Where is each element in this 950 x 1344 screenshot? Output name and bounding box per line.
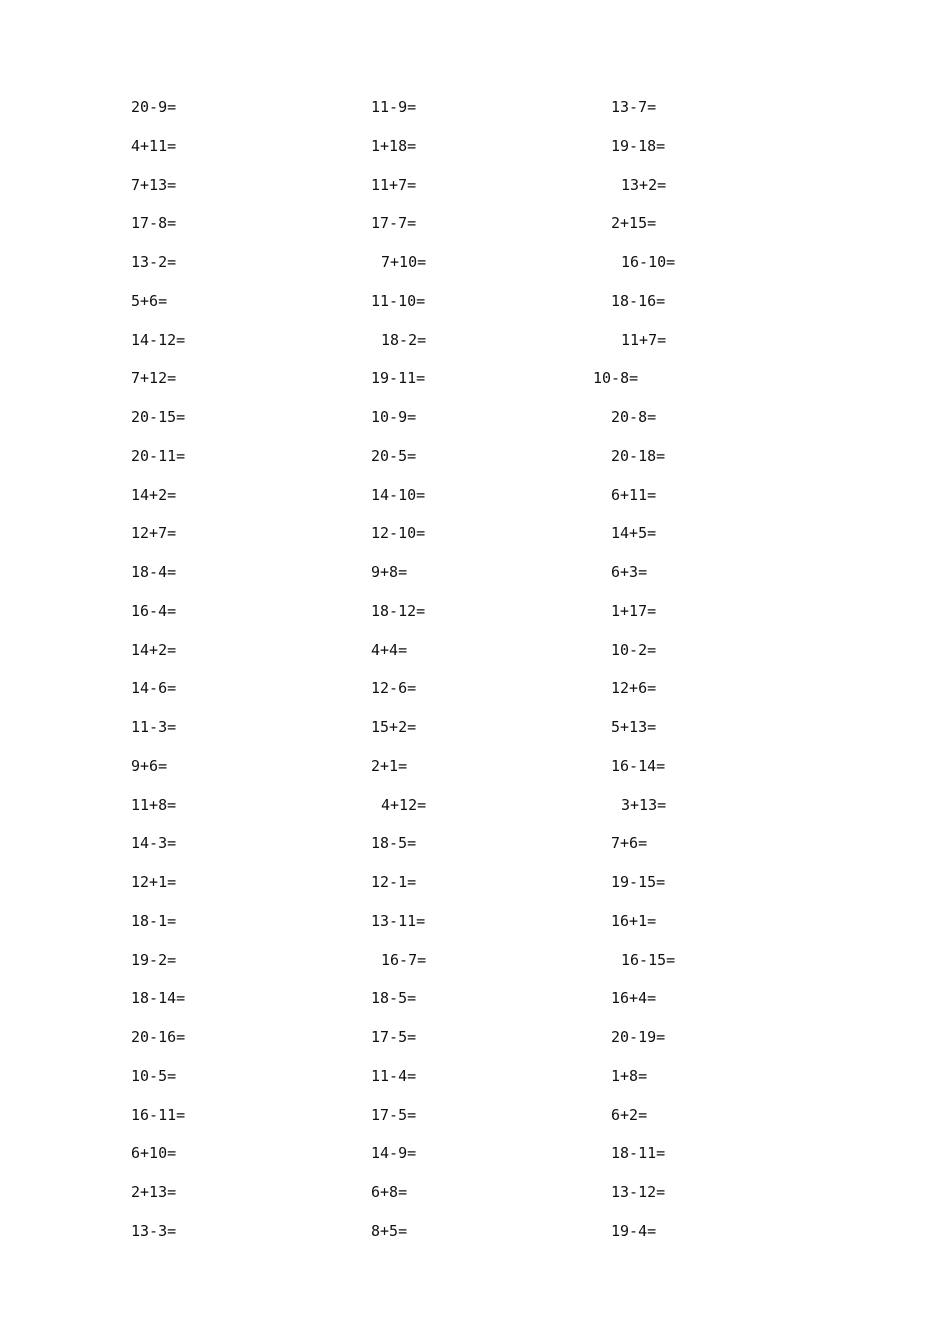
math-problem: 19-11=: [371, 369, 426, 388]
math-problem: 12-1=: [371, 873, 417, 891]
math-problem: 16+4=: [611, 989, 657, 1008]
math-problem: 14-10=: [371, 485, 426, 504]
problem-column-2: [371, 96, 591, 1259]
math-problem: 18-1=: [131, 911, 177, 930]
math-problem: 14-9=: [371, 1144, 417, 1163]
math-problem: 11-4=: [371, 1066, 417, 1085]
math-problem: 18-16=: [611, 291, 666, 310]
math-problem: 1+8=: [611, 1066, 648, 1085]
math-problem: 14-12=: [131, 330, 186, 349]
math-problem: 6+10=: [131, 1144, 177, 1163]
math-problem: 20-11=: [131, 446, 186, 465]
math-problem: 16-14=: [611, 756, 666, 775]
math-problem: 17-5=: [371, 1105, 417, 1124]
math-problem: 18-14=: [131, 989, 186, 1008]
math-problem: 6+2=: [611, 1105, 648, 1124]
math-problem: 17-8=: [131, 214, 177, 233]
math-problem: 16-15=: [621, 950, 676, 969]
math-problem: 16-11=: [131, 1105, 186, 1124]
math-problem: 13+2=: [621, 175, 667, 194]
math-problem: 16+1=: [611, 911, 657, 930]
math-problem: 2+15=: [611, 214, 657, 233]
problem-column-1: [131, 96, 351, 1259]
math-problem: 3+13=: [621, 795, 667, 814]
math-problem: 6+11=: [611, 485, 657, 504]
math-problem: 11-9=: [371, 98, 417, 116]
math-problem: 10-8=: [593, 369, 639, 388]
problem-column-3: [593, 96, 831, 1259]
math-problem: 2+1=: [371, 756, 408, 775]
math-problem: 17-7=: [371, 214, 417, 233]
math-problem: 19-4=: [611, 1221, 657, 1240]
math-problem: 7+6=: [611, 834, 648, 853]
math-problem: 4+12=: [381, 795, 427, 814]
math-problem: 20-5=: [371, 446, 417, 465]
math-problem: 14-3=: [131, 834, 177, 853]
math-problem: 9+6=: [131, 756, 168, 775]
math-problem: 2+13=: [131, 1183, 177, 1201]
math-problem: 9+8=: [371, 563, 408, 581]
math-problem: 19-2=: [131, 950, 177, 969]
math-problem: 4+11=: [131, 136, 177, 155]
math-problem: 5+13=: [611, 718, 657, 736]
math-problem: 11-3=: [131, 718, 177, 736]
math-problem: 13-11=: [371, 911, 426, 930]
math-problem: 12+7=: [131, 524, 177, 543]
math-problem: 18-12=: [371, 601, 426, 620]
math-problem: 13-3=: [131, 1221, 177, 1240]
math-problem: 7+12=: [131, 369, 177, 388]
math-problem: 14+2=: [131, 485, 177, 504]
math-problem: 14-6=: [131, 679, 177, 698]
math-problem: 1+18=: [371, 136, 417, 155]
math-problem: 6+3=: [611, 563, 648, 581]
math-problem: 15+2=: [371, 718, 417, 736]
math-problem: 20-19=: [611, 1028, 666, 1046]
math-problem: 8+5=: [371, 1221, 408, 1240]
math-problem: 1+17=: [611, 601, 657, 620]
math-problem: 17-5=: [371, 1028, 417, 1046]
math-problem: 5+6=: [131, 291, 168, 310]
math-problem: 18-5=: [371, 989, 417, 1008]
math-problem: 20-8=: [611, 408, 657, 426]
math-problem: 12+6=: [611, 679, 657, 698]
math-problem: 10-5=: [131, 1066, 177, 1085]
math-problem: 20-18=: [611, 446, 666, 465]
math-problem: 11+7=: [621, 330, 667, 349]
math-problem: 13-12=: [611, 1183, 666, 1201]
math-problem: 20-9=: [131, 98, 177, 116]
math-problem: 14+2=: [131, 640, 177, 659]
math-problem: 19-18=: [611, 136, 666, 155]
math-problem: 20-16=: [131, 1028, 186, 1046]
math-problem: 7+10=: [381, 253, 427, 271]
math-problem: 13-2=: [131, 253, 177, 271]
math-problem: 18-4=: [131, 563, 177, 581]
math-problem: 18-5=: [371, 834, 417, 853]
math-problem: 16-10=: [621, 253, 676, 271]
math-problem: 12+1=: [131, 873, 177, 891]
math-problem: 12-10=: [371, 524, 426, 543]
math-problem: 16-4=: [131, 601, 177, 620]
math-problem: 20-15=: [131, 408, 186, 426]
math-problem: 4+4=: [371, 640, 408, 659]
math-problem: 19-15=: [611, 873, 666, 891]
math-problem: 10-2=: [611, 640, 657, 659]
math-problem: 13-7=: [611, 98, 657, 116]
math-problem: 11-10=: [371, 291, 426, 310]
math-problem: 16-7=: [381, 950, 427, 969]
math-problem: 6+8=: [371, 1183, 408, 1201]
math-problem: 18-11=: [611, 1144, 666, 1163]
math-problem: 10-9=: [371, 408, 417, 426]
math-problem: 14+5=: [611, 524, 657, 543]
math-problem: 18-2=: [381, 330, 427, 349]
math-problem: 12-6=: [371, 679, 417, 698]
math-problem: 11+7=: [371, 175, 417, 194]
math-problem: 7+13=: [131, 175, 177, 194]
math-problem: 11+8=: [131, 795, 177, 814]
